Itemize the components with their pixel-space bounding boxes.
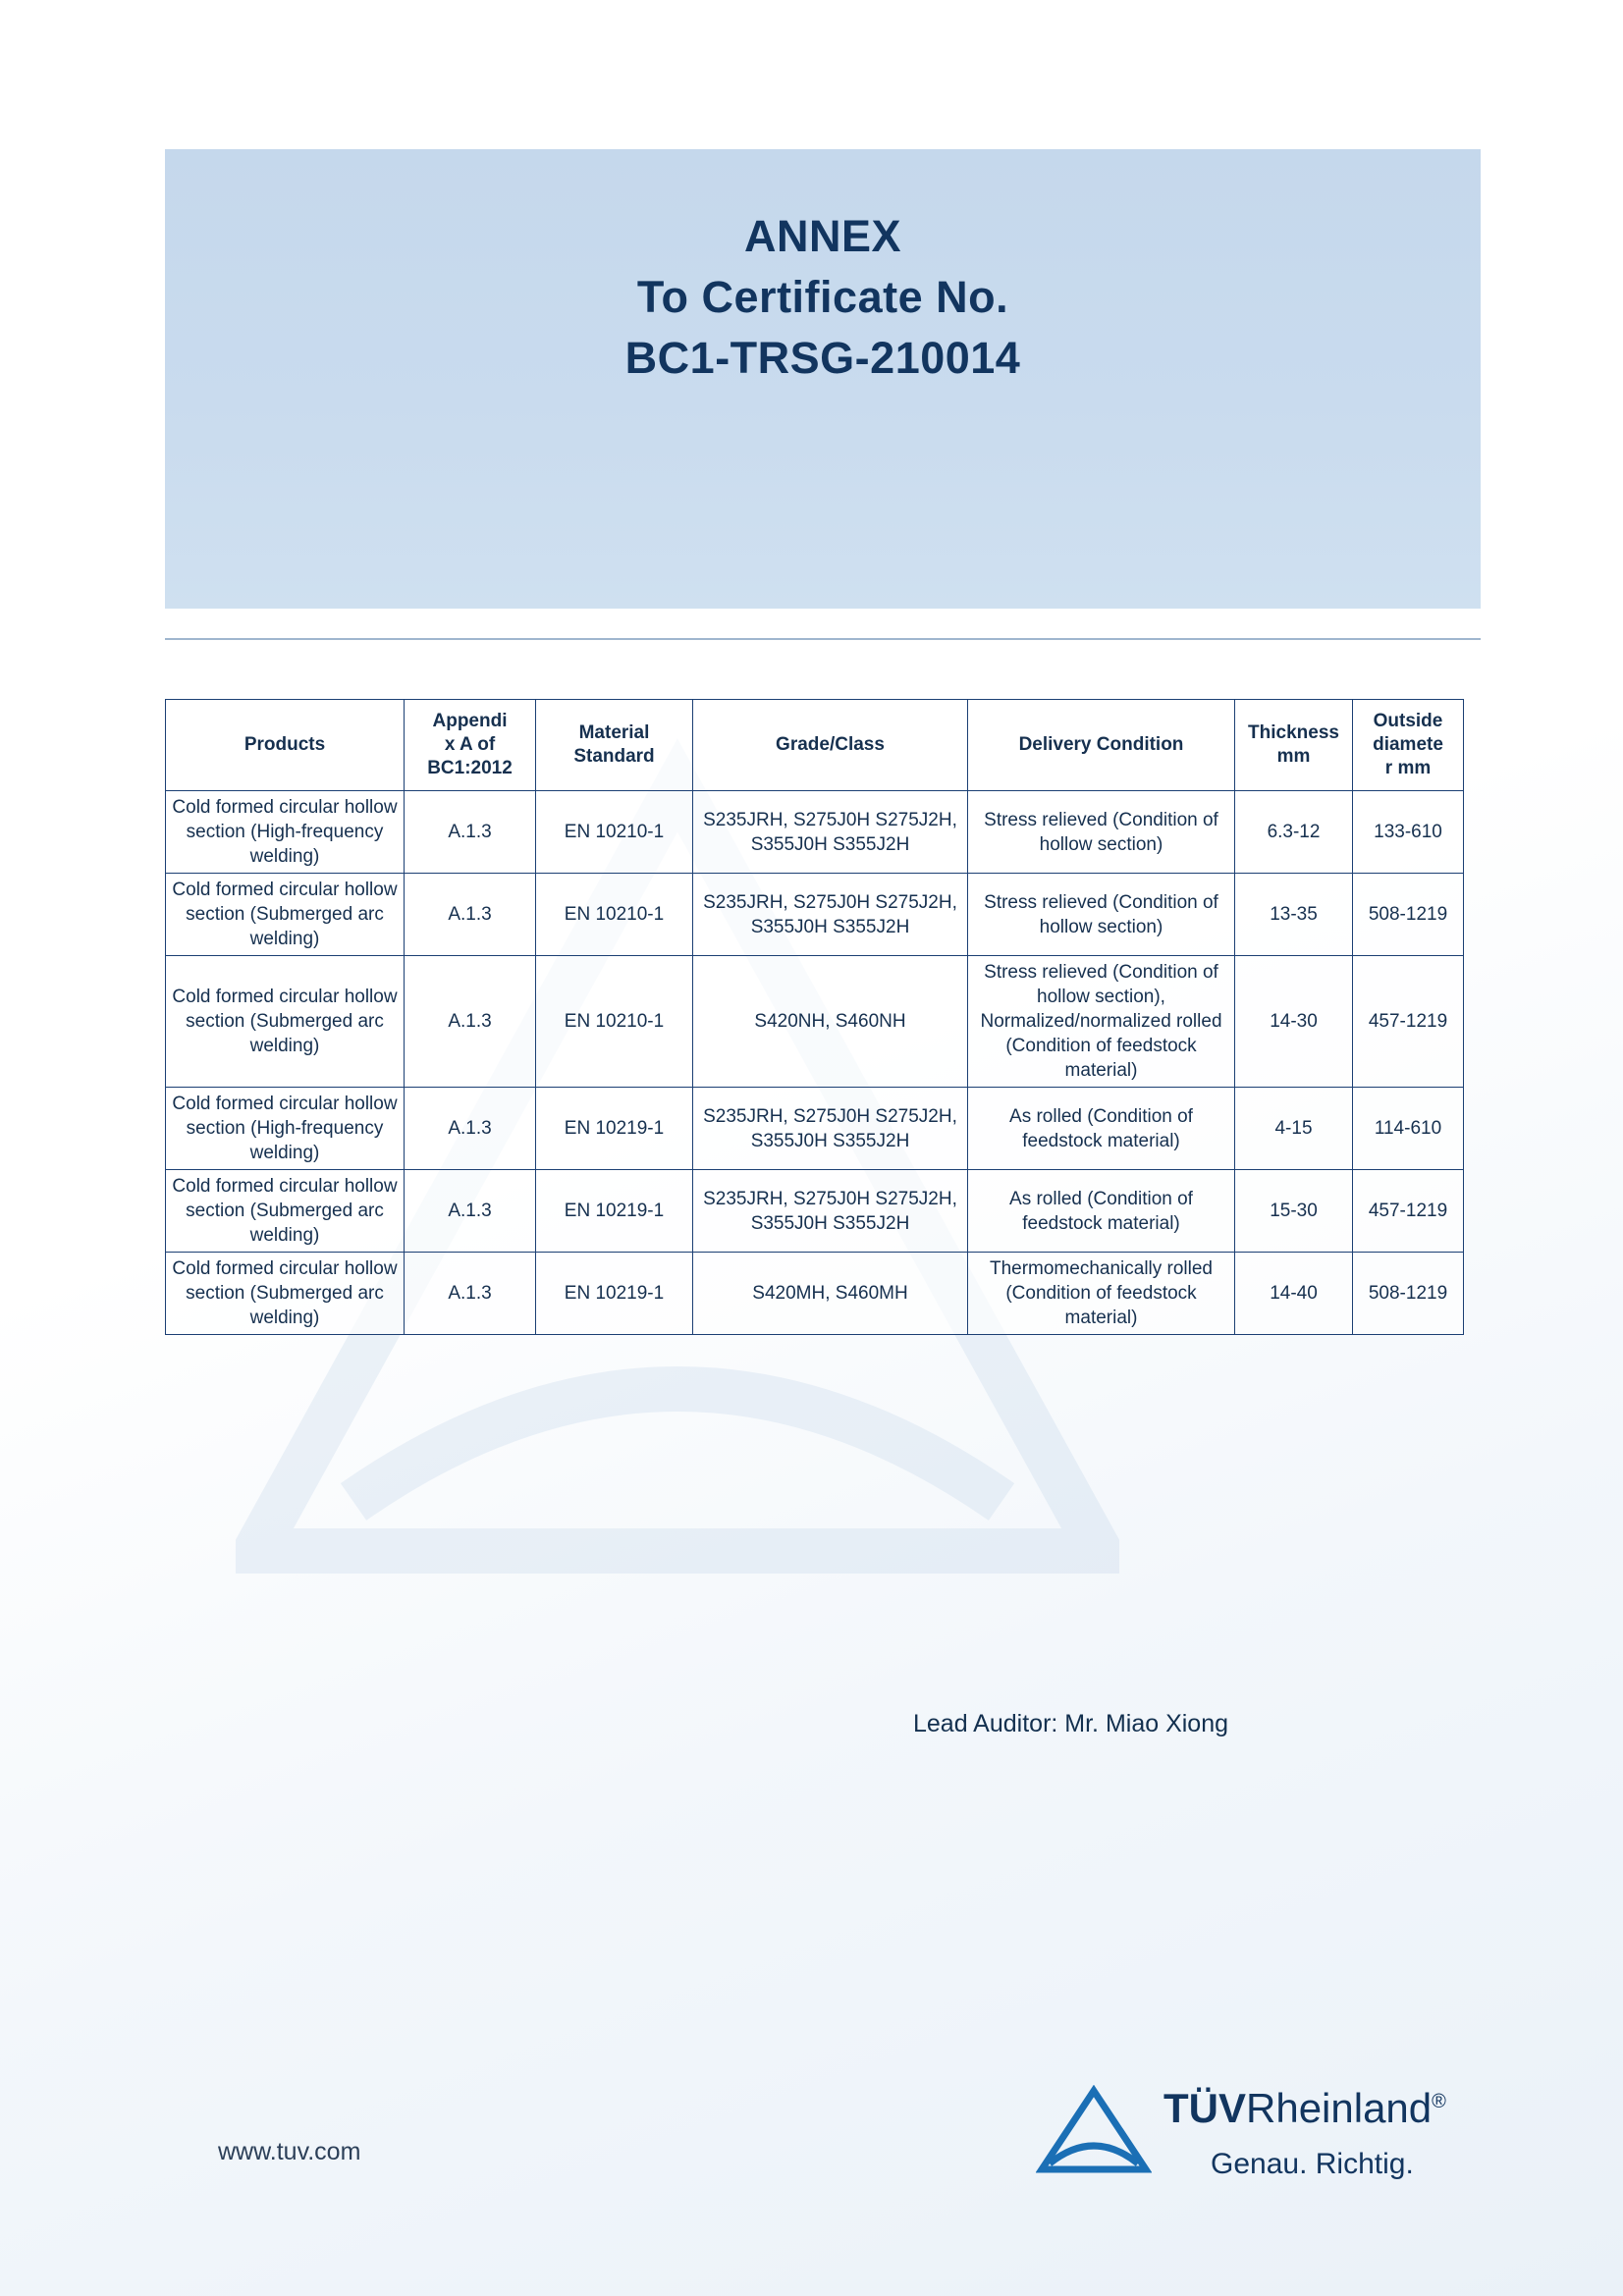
- col-material-standard: [536, 700, 693, 791]
- cell-delivery: Stress relieved (Condition of hollow section), Normalized/normalized rolled (Condition of feedstock material): [968, 956, 1235, 1088]
- cell-grade: S235JRH, S275J0H S275J2H, S355J0H S355J2H: [693, 1088, 968, 1170]
- lead-auditor: Lead Auditor: Mr. Miao Xiong: [913, 1710, 1229, 1737]
- cell-appendix: A.1.3: [405, 956, 536, 1088]
- cell-standard: EN 10210-1: [536, 791, 693, 874]
- cell-grade: S420NH, S460NH: [693, 956, 968, 1088]
- cell-diameter: 114-610: [1353, 1088, 1464, 1170]
- cell-delivery: As rolled (Condition of feedstock material): [968, 1170, 1235, 1253]
- table-row: [166, 956, 1464, 1088]
- tuv-rheinland-logo: [1036, 2079, 1497, 2216]
- cell-standard: EN 10219-1: [536, 1088, 693, 1170]
- products-table-wrapper: [165, 699, 1463, 1335]
- table-header-row: [166, 700, 1464, 791]
- cell-delivery: As rolled (Condition of feedstock material): [968, 1088, 1235, 1170]
- cell-diameter: 508-1219: [1353, 1253, 1464, 1335]
- col-material-standard-l1: Material: [578, 722, 650, 743]
- col-appendix: [405, 700, 536, 791]
- registered-mark: ®: [1432, 2091, 1446, 2112]
- cell-diameter: 457-1219: [1353, 1170, 1464, 1253]
- col-appendix-l1: Appendi: [432, 711, 508, 731]
- cell-product: Cold formed circular hollow section (Submerged arc welding): [166, 874, 405, 956]
- col-grade-class: Grade/Class: [693, 700, 968, 791]
- cell-appendix: A.1.3: [405, 791, 536, 874]
- cell-standard: EN 10219-1: [536, 1170, 693, 1253]
- cell-delivery: Thermomechanically rolled (Condition of feedstock material): [968, 1253, 1235, 1335]
- cell-grade: S420MH, S460MH: [693, 1253, 968, 1335]
- certificate-number: BC1-TRSG-210014: [624, 333, 1021, 383]
- cell-diameter: 457-1219: [1353, 956, 1464, 1088]
- cell-appendix: A.1.3: [405, 874, 536, 956]
- table-row: [166, 874, 1464, 956]
- col-thickness: [1235, 700, 1353, 791]
- cell-product: Cold formed circular hollow section (Submerged arc welding): [166, 956, 405, 1088]
- footer-url[interactable]: www.tuv.com: [218, 2138, 361, 2165]
- col-outside-diameter-l2: diamete: [1373, 734, 1443, 755]
- cell-diameter: 133-610: [1353, 791, 1464, 874]
- cell-thickness: 14-40: [1235, 1253, 1353, 1335]
- table-row: [166, 1088, 1464, 1170]
- table-body: [166, 791, 1464, 1335]
- cell-standard: EN 10210-1: [536, 956, 693, 1088]
- tuv-brand-secondary: Rheinland: [1246, 2085, 1433, 2131]
- cell-appendix: A.1.3: [405, 1088, 536, 1170]
- cell-grade: S235JRH, S275J0H S275J2H, S355J0H S355J2H: [693, 874, 968, 956]
- table-row: [166, 1253, 1464, 1335]
- cell-delivery: Stress relieved (Condition of hollow section): [968, 874, 1235, 956]
- col-delivery-condition: Delivery Condition: [968, 700, 1235, 791]
- cell-thickness: 15-30: [1235, 1170, 1353, 1253]
- title-block: [165, 206, 1481, 389]
- col-appendix-l3: BC1:2012: [427, 758, 513, 778]
- certificate-label: To Certificate No.: [636, 272, 1009, 322]
- cell-standard: EN 10210-1: [536, 874, 693, 956]
- col-outside-diameter-l3: r mm: [1384, 758, 1432, 778]
- cell-product: Cold formed circular hollow section (Submerged arc welding): [166, 1170, 405, 1253]
- cell-delivery: Stress relieved (Condition of hollow section): [968, 791, 1235, 874]
- cell-thickness: 14-30: [1235, 956, 1353, 1088]
- cell-grade: S235JRH, S275J0H S275J2H, S355J0H S355J2H: [693, 1170, 968, 1253]
- tuv-brand-primary: TÜV: [1163, 2085, 1246, 2131]
- annex-title: ANNEX: [743, 211, 902, 261]
- cell-grade: S235JRH, S275J0H S275J2H, S355J0H S355J2H: [693, 791, 968, 874]
- cell-standard: EN 10219-1: [536, 1253, 693, 1335]
- tuv-triangle-icon: [1036, 2085, 1152, 2175]
- cell-thickness: 4-15: [1235, 1088, 1353, 1170]
- title-band: [165, 149, 1481, 609]
- tuv-wordmark: [1163, 2085, 1446, 2132]
- table-row: [166, 1170, 1464, 1253]
- cell-appendix: A.1.3: [405, 1253, 536, 1335]
- cell-product: Cold formed circular hollow section (Submerged arc welding): [166, 1253, 405, 1335]
- col-outside-diameter-l1: Outside: [1373, 711, 1443, 731]
- cell-product: Cold formed circular hollow section (High-frequency welding): [166, 1088, 405, 1170]
- col-outside-diameter: [1353, 700, 1464, 791]
- header-divider: [165, 638, 1481, 640]
- cell-product: Cold formed circular hollow section (High-frequency welding): [166, 791, 405, 874]
- tuv-slogan: Genau. Richtig.: [1211, 2148, 1414, 2180]
- col-appendix-l2: x A of: [444, 734, 496, 755]
- products-table: [165, 699, 1464, 1335]
- cell-thickness: 13-35: [1235, 874, 1353, 956]
- cell-appendix: A.1.3: [405, 1170, 536, 1253]
- col-thickness-l1: Thickness: [1248, 722, 1339, 743]
- table-row: [166, 791, 1464, 874]
- col-products: Products: [166, 700, 405, 791]
- col-material-standard-l2: Standard: [573, 746, 655, 767]
- col-thickness-l2: mm: [1276, 746, 1311, 767]
- cell-thickness: 6.3-12: [1235, 791, 1353, 874]
- cell-diameter: 508-1219: [1353, 874, 1464, 956]
